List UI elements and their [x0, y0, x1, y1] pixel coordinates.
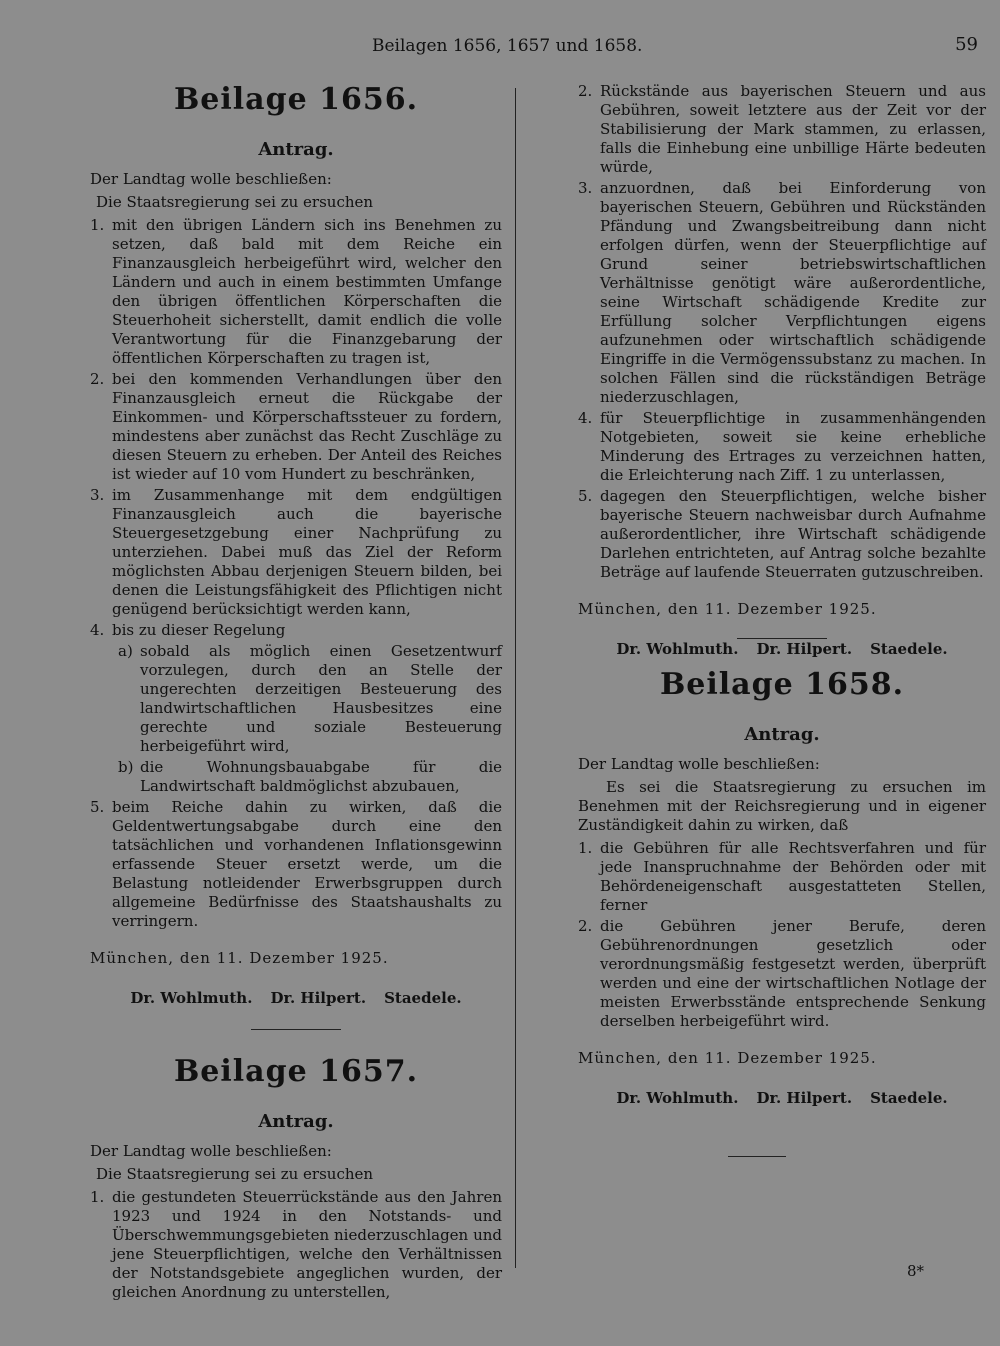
- intro-text: Der Landtag wolle beschließen:: [90, 170, 332, 188]
- list-item: [90, 486, 502, 619]
- running-title: Beilagen 1656, 1657 und 1658.: [372, 36, 643, 56]
- beilage-1657: [90, 1054, 502, 1302]
- item-text: für Steuerpflichtige in zusammenhängenden Notgebieten, soweit sie keine erhebliche Minderung des Ertrages zu verzeichnen hatten, die Erleichterung nach Ziff. 1 zu unterlassen,: [600, 409, 986, 484]
- list-item: [90, 798, 502, 931]
- beilage-1657-continued: [578, 82, 986, 658]
- list-item: [90, 1188, 502, 1302]
- signers: [90, 989, 502, 1007]
- item-number: 1.: [90, 216, 105, 234]
- lead-text: Die Staatsregierung sei zu ersuchen: [96, 193, 374, 211]
- item-text: die Gebühren jener Berufe, deren Gebührenordnungen gesetzlich oder verordnungsmäßig festgesetzt werden, überprüft werden und eine der wirtschaftlichen Notlage der meisten Erwerbsstände entsprechende Senkung derselben herbeigeführt wird.: [600, 917, 986, 1030]
- signer: Staedele.: [870, 1089, 948, 1107]
- signature-mark: 8*: [906, 1262, 924, 1280]
- signer: Dr. Wohlmuth.: [616, 1089, 739, 1107]
- list-item: [90, 621, 502, 640]
- sub-list-item: [90, 758, 502, 796]
- signer: Dr. Wohlmuth.: [616, 640, 739, 658]
- place-date: München, den 11. Dezember 1925.: [578, 600, 877, 618]
- item-text: bis zu dieser Regelung: [112, 621, 286, 639]
- closing-rule: [728, 1156, 786, 1157]
- right-column: [578, 82, 986, 680]
- item-text: mit den übrigen Ländern sich ins Benehmen zu setzen, daß bald mit dem Reiche ein Finanzausgleich herbeigeführt wird, welcher den Ländern und auch in einem bestimmten Umfange den übrigen öffentlichen Körperschaften die Steuerhoheit sicherstellt, damit endlich die volle Verantwortung für die Finanzgebarung der öffentlichen Körperschaften zu tragen ist,: [112, 216, 502, 367]
- lead-text: Die Staatsregierung sei zu ersuchen: [96, 1165, 374, 1183]
- signer: Dr. Hilpert.: [270, 989, 367, 1007]
- list-item: [90, 216, 502, 368]
- sub-item-letter: a): [118, 642, 133, 660]
- item-number: 4.: [90, 621, 105, 639]
- antrag-heading: Antrag.: [744, 724, 820, 745]
- list-item: [578, 487, 986, 582]
- sub-list-item: [90, 642, 502, 756]
- item-text: beim Reiche dahin zu wirken, daß die Geldentwertungsabgabe durch eine den tatsächlichen und vorhandenen Inflationsgewinn erfassende Steuer ersetzt werde, um die Belastung notleidender Erwerbsgruppen durch allgemeine Bedürfnisse des Staatshaushalts zu verringern.: [112, 798, 502, 930]
- item-text: dagegen den Steuerpflichtigen, welche bisher bayerische Steuern nachweisbar durch Aufnahme außerordentlicher, ihre Wirtschaft schädigende Darlehen entrichteten, auf Antrag solche bezahlte Beträge auf laufende Steuerraten gutzuschreiben.: [600, 487, 986, 581]
- item-number: 2.: [578, 82, 593, 100]
- list-item: [578, 82, 986, 177]
- sub-item-letter: b): [118, 758, 134, 776]
- left-column: [90, 82, 502, 1304]
- section-separator: [737, 638, 827, 639]
- item-text: anzuordnen, daß bei Einforderung von bayerischen Steuern, Gebühren und Rückständen Pfändung und Zwangsbeitreibung dann nicht erfolgen dürfen, wenn der Steuerpflichtige auf Grund seiner betriebswirtschaftlichen Verhältnisse genötigt wäre außerordentliche, seine Wirtschaft schädigende Kredite zur Erfüllung solcher Verpflichtungen eigens aufzunehmen oder wirtschaftlich schädigende Eingriffe in die Vermögenssubstanz zu machen. In solchen Fällen sind die rückständigen Beträge niederzuschlagen,: [600, 179, 986, 406]
- beilage-1656: [90, 82, 502, 1007]
- beilage-1658: [578, 667, 986, 1107]
- item-number: 1.: [90, 1188, 105, 1206]
- item-text: im Zusammenhange mit dem endgültigen Finanzausgleich auch die bayerische Steuergesetzgebung einer Nachprüfung zu unterziehen. Dabei muß das Ziel der Reform möglichsten Abbau derjenigen Steuern bilden, bei denen die Leistungsfähigkeit des Pflichtigen nicht genügend berücksichtigt werden kann,: [112, 486, 502, 618]
- intro-text: Der Landtag wolle beschließen:: [578, 755, 820, 773]
- item-number: 1.: [578, 839, 593, 857]
- antrag-heading: Antrag.: [258, 1111, 334, 1132]
- right-column-lower: [578, 667, 986, 1129]
- antrag-heading: Antrag.: [258, 139, 334, 160]
- item-text: Rückstände aus bayerischen Steuern und aus Gebühren, soweit letztere aus der Zeit vor der Stabilisierung der Mark stammen, zu erlassen, falls die Einhebung eine unbillige Härte bedeuten würde,: [600, 82, 986, 176]
- signer: Dr. Hilpert.: [756, 640, 853, 658]
- signer: Staedele.: [384, 989, 462, 1007]
- signers: [578, 1089, 986, 1107]
- list-item: [578, 179, 986, 407]
- beilage-title: Beilage 1658.: [659, 667, 905, 702]
- signer: Dr. Wohlmuth.: [130, 989, 253, 1007]
- item-number: 2.: [578, 917, 593, 935]
- item-number: 5.: [578, 487, 593, 505]
- place-date: München, den 11. Dezember 1925.: [90, 949, 389, 967]
- item-number: 5.: [90, 798, 105, 816]
- item-number: 2.: [90, 370, 105, 388]
- signer: Dr. Hilpert.: [756, 1089, 853, 1107]
- sub-item-text: sobald als möglich einen Gesetzentwurf vorzulegen, durch den an Stelle der ungerechten derzeitigen Besteuerung des landwirtschaftlichen Hausbesitzes eine gerechte und soziale Besteuerung herbeigeführt wird,: [140, 642, 502, 755]
- section-separator: [251, 1029, 341, 1030]
- signers: [578, 640, 986, 658]
- lead-text: Es sei die Staatsregierung zu ersuchen im Benehmen mit der Reichsregierung und in eigener Zuständigkeit dahin zu wirken, daß: [578, 778, 986, 834]
- page-header: [0, 36, 1000, 60]
- intro-text: Der Landtag wolle beschließen:: [90, 1142, 332, 1160]
- item-number: 3.: [90, 486, 105, 504]
- item-number: 4.: [578, 409, 593, 427]
- column-divider: [515, 88, 516, 1268]
- item-text: die gestundeten Steuerrückstände aus den Jahren 1923 und 1924 in den Notstands- und Überschwemmungsgebieten niederzuschlagen und jene Steuerpflichtigen, welche den Verhältnissen der Notstandsgebiete angeglichen wurden, der gleichen Anordnung zu unterstellen,: [112, 1188, 502, 1301]
- sub-item-text: die Wohnungsbauabgabe für die Landwirtschaft baldmöglichst abzubauen,: [140, 758, 502, 795]
- beilage-title: Beilage 1657.: [173, 1054, 419, 1089]
- list-item: [578, 917, 986, 1031]
- list-item: [578, 839, 986, 915]
- beilage-title: Beilage 1656.: [173, 82, 419, 117]
- item-text: die Gebühren für alle Rechtsverfahren und für jede Inanspruchnahme der Behörden oder mit Behördeneigenschaft ausgestatteten Stellen, ferner: [600, 839, 986, 914]
- page-number: 59: [955, 34, 978, 55]
- list-item: [578, 409, 986, 485]
- item-text: bei den kommenden Verhandlungen über den Finanzausgleich erneut die Rückgabe der Einkommen- und Körperschaftssteuer zu fordern, mindestens aber zunächst das Recht Zuschläge zu diesen Steuern zu erheben. Der Anteil des Reiches ist wieder auf 10 vom Hundert zu beschränken,: [112, 370, 502, 483]
- item-number: 3.: [578, 179, 593, 197]
- place-date: München, den 11. Dezember 1925.: [578, 1049, 877, 1067]
- signer: Staedele.: [870, 640, 948, 658]
- list-item: [90, 370, 502, 484]
